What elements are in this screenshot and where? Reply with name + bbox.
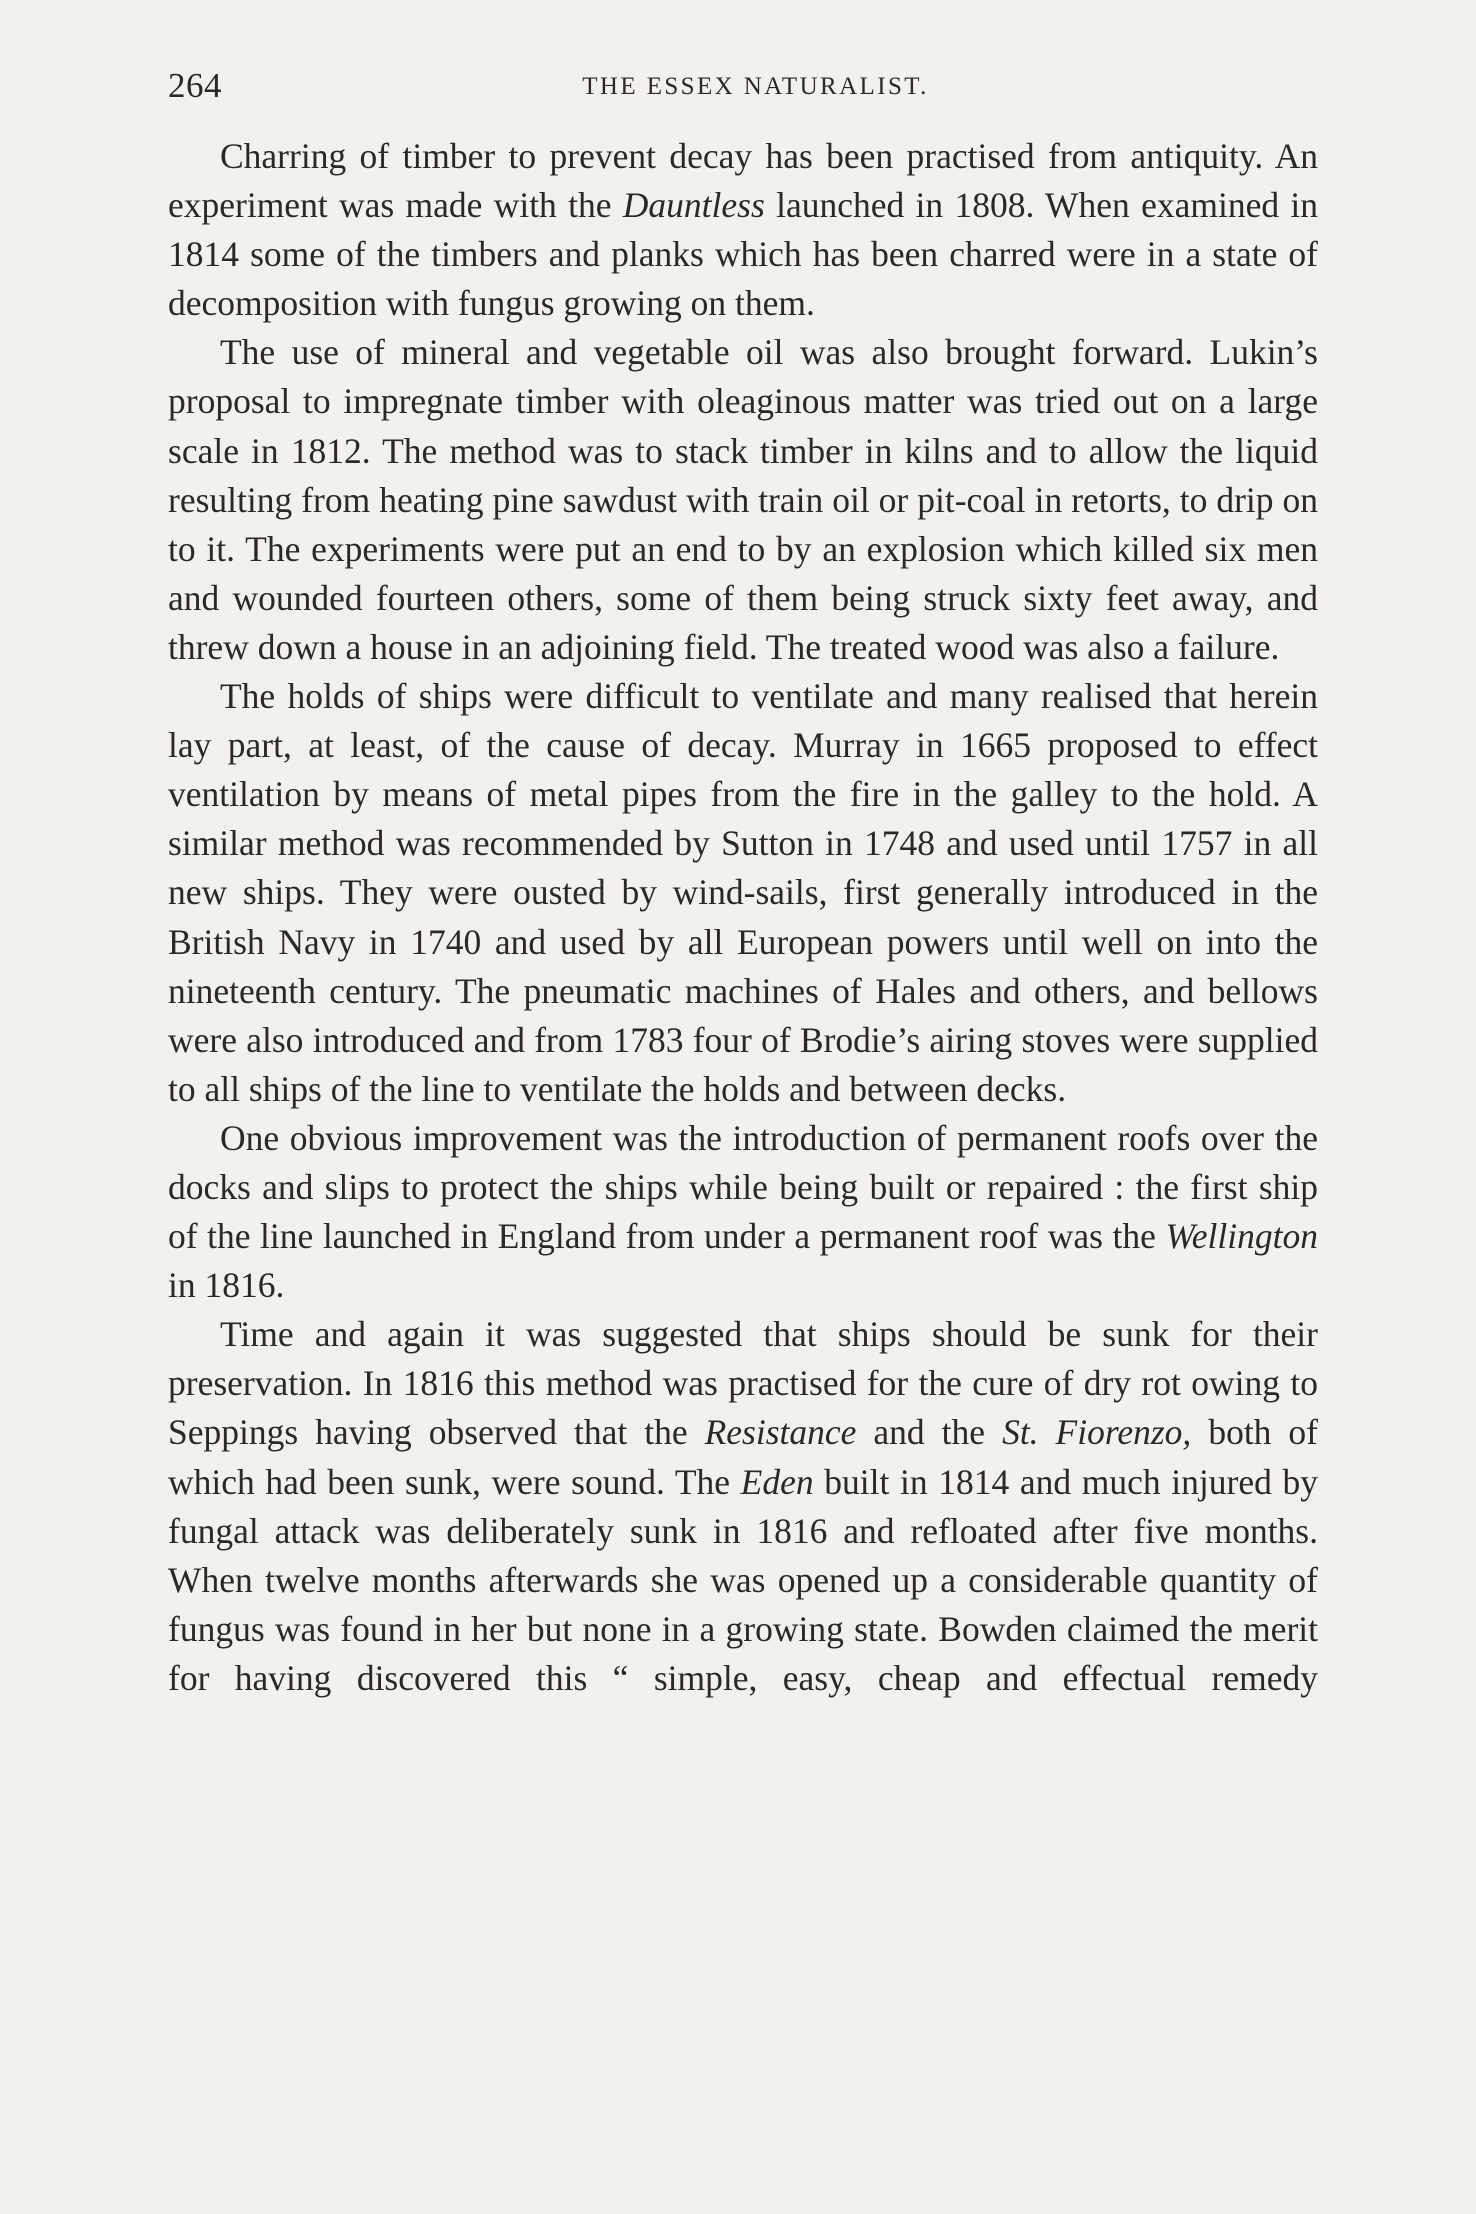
paragraph-oil bbox=[168, 328, 1318, 672]
page-number: 264 bbox=[168, 66, 222, 105]
text-run: One obvious improvement was the introduction of permanent roofs over the docks and slips to protect the ships while being built or repaired : the first ship of the line launched in England from under a permanent roof was the bbox=[168, 1117, 1318, 1257]
text-run: The use of mineral and vegetable oil was also brought forward. Lukin’s proposal to impregnate timber with oleaginous matter was tried out on a large scale in 1812. The method was to stack timber in kilns and to allow the liquid resulting from heating pine sawdust with train oil or pit-coal in retorts, to drip on to it. The experiments were put an end to by an explosion which killed six men and wounded fourteen others, some of them being struck sixty feet away, and threw down a house in an adjoining field. The treated wood was also a failure. bbox=[168, 332, 1318, 667]
text-run: Charring of timber to prevent decay has been practised from antiquity. An experiment was made with the bbox=[168, 136, 1318, 226]
text-run: launched in 1808. When examined in 1814 some of the timbers and planks which has been charred were in a state of decomposition with fungus growing on them. bbox=[168, 185, 1318, 324]
ship-name-dauntless: Dauntless bbox=[622, 185, 765, 226]
ship-name-resistance: Resistance bbox=[704, 1412, 857, 1453]
paragraph-charring bbox=[168, 132, 1318, 328]
running-head bbox=[168, 62, 1323, 110]
ship-name-wellington: Wellington bbox=[1165, 1216, 1318, 1257]
text-run: built in 1814 and much injured by fungal attack was deliberately sunk in 1816 and refloated after five months. When twelve months afterwards she was opened up a considerable quantity of fungus was found in her but none in a growing state. Bowden claimed the merit for having discovered this “ simple, easy, cheap and effectual remedy bbox=[168, 1461, 1318, 1698]
journal-title: THE ESSEX NATURALIST. bbox=[582, 73, 929, 100]
ship-name-st-fiorenzo: St. Fiorenzo, bbox=[1002, 1412, 1192, 1453]
paragraph-roofs bbox=[168, 1114, 1318, 1310]
body-text bbox=[168, 132, 1318, 1703]
text-run: Time and again it was suggested that ships should be sunk for their preservation. In 1816 this method was practised for the cure of dry rot owing to Seppings having observed that the bbox=[168, 1314, 1318, 1453]
text-run: The holds of ships were difficult to ventilate and many realised that herein lay part, at least, of the cause of decay. Murray in 1665 proposed to effect ventilation by means of metal pipes from the fire in the galley to the hold. A similar method was recommended by Sutton in 1748 and used until 1757 in all new ships. They were ousted by wind-sails, first generally introduced in the British Navy in 1740 and used by all European powers until well on into the nineteenth century. The pneumatic machines of Hales and others, and bellows were also introduced and from 1783 four of Brodie’s airing stoves were supplied to all ships of the line to ventilate the holds and between decks. bbox=[168, 676, 1318, 1109]
paragraph-sinking bbox=[168, 1310, 1318, 1703]
paragraph-ventilation bbox=[168, 672, 1318, 1114]
text-run: in 1816. bbox=[168, 1265, 285, 1306]
text-run: both of which had been sunk, were sound. The bbox=[168, 1412, 1319, 1502]
text-run: and the bbox=[856, 1412, 1003, 1453]
ship-name-eden: Eden bbox=[740, 1461, 814, 1502]
